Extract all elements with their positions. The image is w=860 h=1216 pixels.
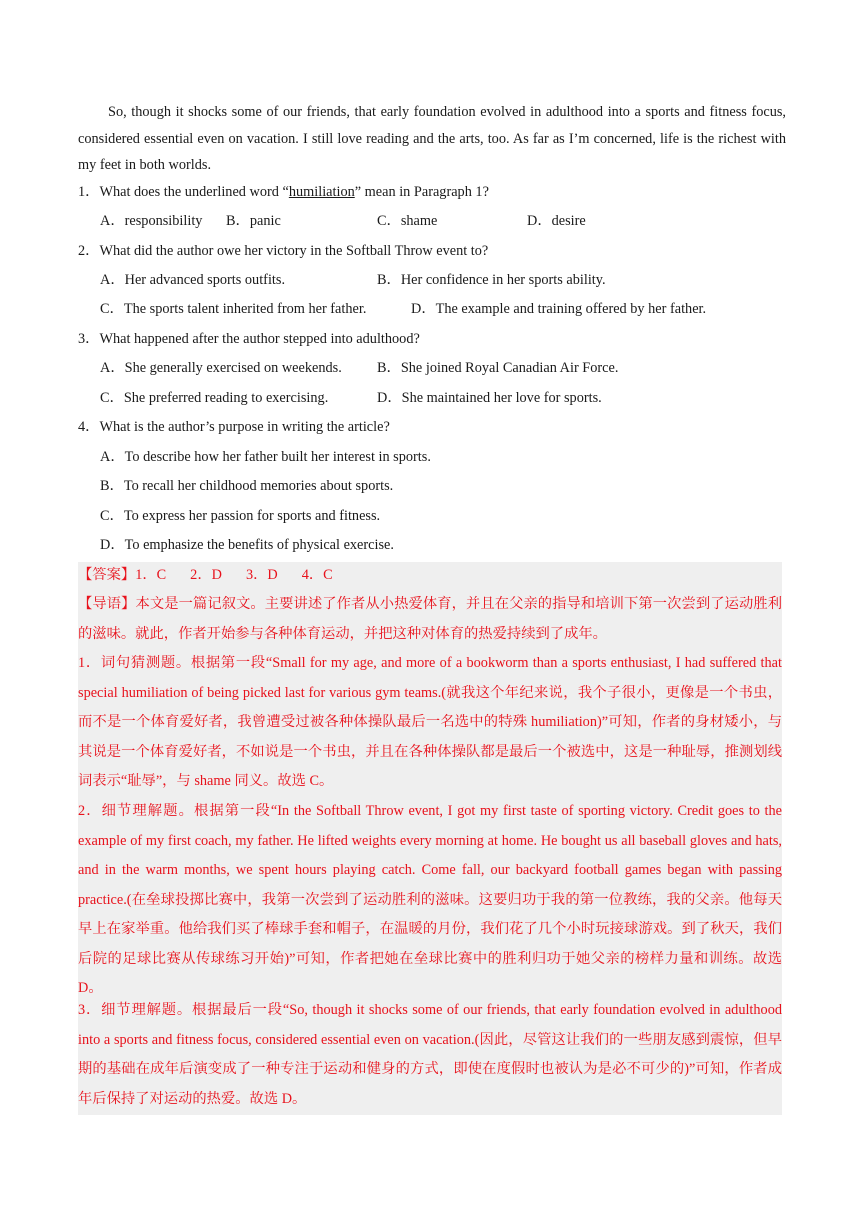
option-4b: B．To recall her childhood memories about sports. [100,478,394,494]
question-3 [78,328,420,350]
question-number: 1． [78,184,100,200]
question-number: 2． [78,243,100,259]
answer-item: 4．C [301,567,333,583]
option-1b: B．panic [226,213,281,229]
option-2c: C．The sports talent inherited from her father. [100,301,367,317]
question-number: 4． [78,419,100,435]
option-1a: A．responsibility [100,213,203,229]
question-text: ” mean in Paragraph 1? [354,184,489,200]
guide-paragraph [78,590,782,649]
question-4 [78,416,390,438]
guide-label: 【导语】 [78,596,136,612]
option-1d: D．desire [527,213,586,229]
question-number: 3． [78,331,100,347]
question-text: What happened after the author stepped into adulthood? [99,331,420,347]
option-3d: D．She maintained her love for sports. [377,390,602,406]
answer-item: 2．D [190,567,222,583]
option-3b: B．She joined Royal Canadian Air Force. [377,360,619,376]
option-3c: C．She preferred reading to exercising. [100,390,329,406]
option-2a: A．Her advanced sports outfits. [100,272,286,288]
question-2 [78,240,488,262]
option-2d: D．The example and training offered by her father. [411,301,707,317]
question-text: What is the author’s purpose in writing the article? [99,419,390,435]
option-4a: A．To describe how her father built her interest in sports. [100,449,431,465]
question-1 [78,181,489,203]
explanation-2: 2．细节理解题。根据第一段“In the Softball Throw event, I got my first taste of sporting victory. Credit goes to the example of my first coach, my father. He lifted weights every morning at home. He bought us all baseball gloves and hats, and in the warm months, we spent hours playing catch. Come fall, our backyard football games began with passing practice.(在垒球投掷比赛中，我第一次尝到了运动胜利的滋味。这要归功于我的第一位教练，我的父亲。他每天早上在家举重。他给我们买了棒球手套和帽子，在温暖的月份，我们花了几个小时玩接球游戏。到了秋天，我们后院的足球比赛从传球练习开始)”可知，作者把她在垒球比赛中的胜利归功于她父亲的榜样力量和训练。故选 D。 [78,803,782,996]
answer-label: 【答案】 [78,567,136,583]
question-text: What does the underlined word “ [99,184,289,200]
answer-line [78,564,333,586]
option-1c: C．shame [377,213,438,229]
option-3a: A．She generally exercised on weekends. [100,360,342,376]
answer-item: 3．D [245,567,278,583]
guide-text: 本文是一篇记叙文。主要讲述了作者从小热爱体育，并且在父亲的指导和培训下第一次尝到了运动胜利的滋味。就此，作者开始参与各种体育运动，并把这种对体育的热爱持续到了成年。 [78,596,783,642]
passage-paragraph: So, though it shocks some of our friends, that early foundation evolved in adulthood into a sports and fitness focus, considered essential even on vacation. I still love reading and the arts, too. As far as I’m concerned, life is the richest with my feet in both worlds. [78,104,786,173]
option-4c: C．To express her passion for sports and fitness. [100,508,381,524]
underlined-word: humiliation [288,184,355,200]
question-text: What did the author owe her victory in the Softball Throw event to? [99,243,489,259]
explanation-3: 3．细节理解题。根据最后一段“So, though it shocks some of our friends, that early foundation evolved in adulthood into a sports and fitness focus, considered essential even on vacation.(因此，尽管这让我们的一些朋友感到震惊，但早期的基础在成年后演变成了一种专注于运动和健身的方式，即使在度假时也被认为是必不可少的)”可知，作者成年后保持了对运动的热爱。故选 D。 [78,1002,782,1107]
answer-item: 1．C [135,567,167,583]
explanation-1: 1．词句猜测题。根据第一段“Small for my age, and more of a bookworm than a sports enthusiast, I had suffered that special humiliation of being picked last for various gym teams.(就我这个年纪来说，我个子很小，更像是一个书虫，而不是一个体育爱好者，我曾遭受过被各种体操队最后一名选中的特殊 humiliation)”可知，作者的身材矮小，与其说是一个体育爱好者，不如说是一个书虫，并且在各种体操队都是最后一个被选中，这是一种耻辱，推测划线词表示“耻辱”，与 shame 同义。故选 C。 [78,655,782,789]
option-2b: B．Her confidence in her sports ability. [377,272,606,288]
option-4d: D．To emphasize the benefits of physical exercise. [100,537,394,553]
